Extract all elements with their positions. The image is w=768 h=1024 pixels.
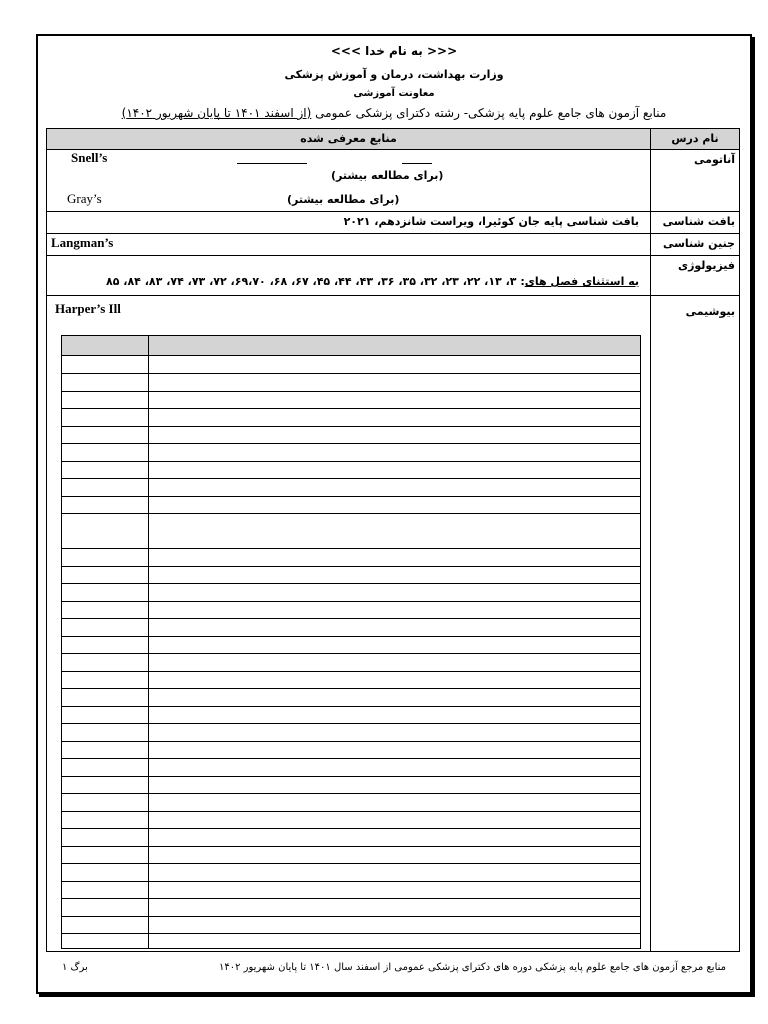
document-title: [38, 106, 750, 120]
grid-row: [62, 776, 640, 777]
row-divider: [47, 211, 739, 212]
grid-row: [62, 601, 640, 602]
empty-grid: [61, 335, 641, 949]
ministry-heading: وزارت بهداشت، درمان و آموزش پزشکی: [284, 68, 504, 81]
source-grays: Gray’s: [67, 191, 102, 206]
grid-row: [62, 443, 640, 444]
grid-row: [62, 513, 640, 514]
source-snell: Snell’s: [71, 150, 108, 165]
column-divider: [650, 129, 651, 951]
title-text: منابع آزمون های جامع علوم پایه پزشکی- رشته دکترای پزشکی عمومی: [311, 106, 667, 120]
grid-row: [62, 391, 640, 392]
subject-physiology: فیزیولوژی: [677, 259, 735, 272]
grid-row: [62, 741, 640, 742]
footer: [62, 962, 726, 973]
anatomy-note-1: (برای مطالعه بیشتر): [331, 169, 444, 182]
column-header-subject: نام درس: [650, 129, 739, 150]
grid-row: [62, 863, 640, 864]
grid-row: [62, 478, 640, 479]
grid-row: [62, 426, 640, 427]
blank-line-2: [402, 163, 432, 164]
physiology-chapters: : ۳، ۱۳، ۲۲، ۲۳، ۳۲، ۳۵، ۳۶، ۴۳، ۴۴، ۴۵، ۶۷، ۶۸، ۶۹،۷۰، ۷۲، ۷۳، ۷۴، ۸۳، ۸۴، ۸۵: [106, 275, 525, 288]
physiology-exception-label: به استثنای فصل های: [524, 275, 639, 288]
grid-row: [62, 758, 640, 759]
grid-row: [62, 688, 640, 689]
grid-row: [62, 793, 640, 794]
grid-row: [62, 355, 640, 356]
subject-biochemistry: بیوشیمی: [685, 305, 735, 318]
sources-table: [46, 128, 740, 952]
grid-row: [62, 408, 640, 409]
grid-row: [62, 653, 640, 654]
grid-row: [62, 636, 640, 637]
row-divider: [47, 255, 739, 256]
grid-row: [62, 933, 640, 934]
grid-row: [62, 671, 640, 672]
grid-row: [62, 811, 640, 812]
subject-anatomy: آناتومی: [694, 153, 735, 166]
deputy-heading: معاونت آموزشی: [353, 88, 435, 99]
page-number: برگ ۱: [62, 962, 88, 973]
grid-row: [62, 846, 640, 847]
grid-row: [62, 548, 640, 549]
title-period: (از اسفند ۱۴۰۱ تا پایان شهریور ۱۴۰۲): [121, 106, 312, 120]
footer-text: منابع مرجع آزمون های جامع علوم پایه پزشکی دوره های دکترای پزشکی عمومی از اسفند سال ۱۴۰۱ تا پایان شهریور ۱۴۰۲: [218, 962, 726, 973]
grid-row: [62, 461, 640, 462]
source-langman: Langman’s: [51, 235, 114, 250]
anatomy-note-2: (برای مطالعه بیشتر): [287, 193, 400, 206]
document-frame: [36, 34, 752, 994]
subject-embryology: جنین شناسی: [662, 237, 735, 250]
blank-line-1: [237, 163, 307, 164]
grid-row: [62, 566, 640, 567]
source-physiology: [106, 275, 639, 288]
grid-column-divider: [148, 336, 149, 948]
source-harper: Harper’s Ill: [55, 301, 121, 316]
grid-row: [62, 496, 640, 497]
subject-histology: بافت شناسی: [662, 215, 735, 228]
row-divider: [47, 295, 739, 296]
grid-row: [62, 373, 640, 374]
grid-row: [62, 583, 640, 584]
grid-row: [62, 881, 640, 882]
grid-row: [62, 706, 640, 707]
grid-row: [62, 723, 640, 724]
bismillah-heading: <<< به نام خدا >>>: [330, 44, 458, 58]
grid-row: [62, 916, 640, 917]
grid-row: [62, 618, 640, 619]
row-divider: [47, 233, 739, 234]
source-histology: بافت شناسی پایه جان کوئیرا، ویراست شانزدهم، ۲۰۲۱: [343, 215, 639, 228]
grid-row: [62, 898, 640, 899]
grid-row: [62, 828, 640, 829]
column-header-sources: منابع معرفی شده: [47, 129, 650, 150]
